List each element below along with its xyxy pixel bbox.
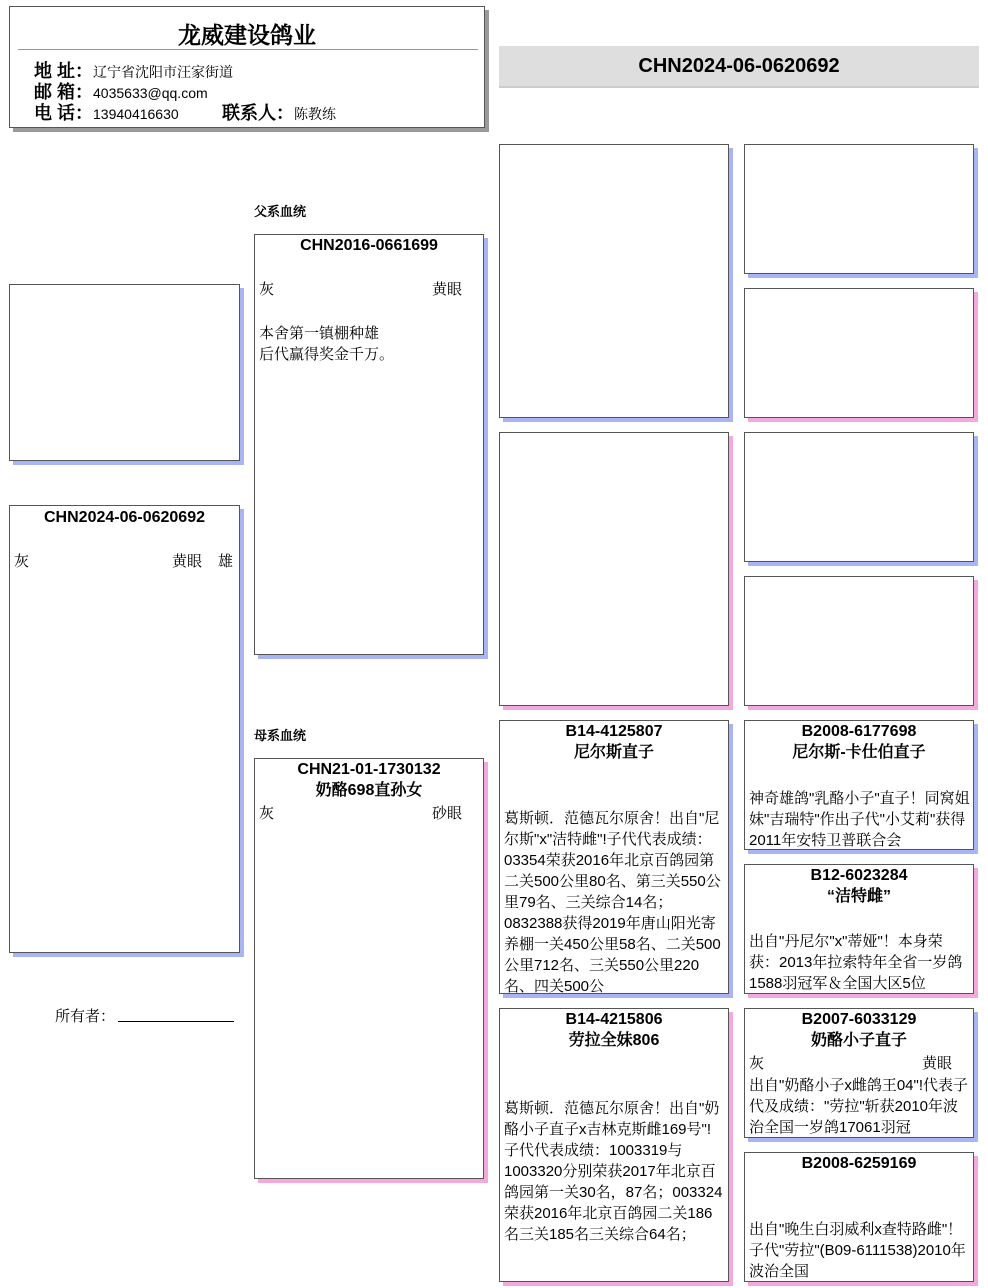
ggp-card-5 (744, 720, 974, 850)
subject-ring-number: CHN2024-06-0620692 (44, 509, 205, 526)
phone-row (34, 103, 179, 125)
dam-dam-description: 葛斯顿．范德瓦尔原舍！出自"奶酪小子直子x吉林克斯雌169号"! 子代代表成绩：1003319与1003320分别荣获2017年北京百鸽园第一关30名，87名；003324荣获2016年北京百鸽园二关186名三关185名三关综合64名； (504, 1100, 723, 1243)
address-row (34, 61, 233, 83)
dam-dam-name: 劳拉全妹806 (568, 1032, 660, 1049)
subject-card (9, 505, 240, 953)
ggp6-description: 出自"丹尼尔"x"蒂娅"！本身荣获：2013年拉索特年全省一岁鸽1588羽冠军＆全国大区5位 (749, 933, 963, 992)
owner-label: 所有者： (55, 1008, 116, 1025)
pedigree-banner (499, 46, 979, 88)
ggp-card-8 (744, 1152, 974, 1282)
breeder-title: 龙威建设鸽业 (178, 22, 316, 48)
contact-row (222, 103, 336, 125)
phone-value: 13940416630 (93, 106, 179, 122)
pigeon-photo-frame (9, 284, 240, 461)
email-label: 邮 箱： (34, 82, 94, 102)
ggp7-description: 出自"奶酪小子x雌鸽王04"!代表子代及成绩："劳拉"斩获2010年波治全国一岁鸽17061羽冠 (749, 1077, 969, 1136)
ggp-card-2 (744, 288, 974, 418)
contact-label: 联系人： (222, 103, 294, 123)
ggp7-color: 灰 (749, 1055, 765, 1072)
owner-line[interactable] (118, 1021, 234, 1022)
dam-card (254, 758, 484, 1179)
contact-value: 陈教练 (294, 106, 336, 122)
sire-sire-card (499, 144, 729, 418)
ggp6-name: “洁特雌” (826, 888, 891, 905)
subject-eye: 黄眼 (172, 553, 203, 570)
ggp-card-6 (744, 864, 974, 994)
dam-dam-card (499, 1008, 729, 1282)
subject-color: 灰 (14, 553, 30, 570)
dam-dam-ring-number: B14-4215806 (565, 1011, 663, 1028)
address-label: 地 址： (34, 61, 94, 81)
ggp-card-1 (744, 144, 974, 274)
dam-sire-card (499, 720, 729, 994)
ggp6-ring-number: B12-6023284 (810, 867, 908, 884)
breeder-header-card (9, 6, 485, 128)
sire-ring-number: CHN2016-0661699 (300, 237, 438, 254)
ggp-card-4 (744, 576, 974, 706)
sire-eye: 黄眼 (432, 281, 463, 298)
ggp-card-3 (744, 432, 974, 562)
subject-sex: 雄 (218, 553, 234, 570)
ggp7-eye: 黄眼 (922, 1055, 953, 1072)
ggp5-description: 神奇雄鸽"乳酪小子"直子！同窝姐妹"吉瑞特"作出子代"小艾莉"获得2011年安特卫普联合会 (749, 790, 970, 849)
address-value: 辽宁省沈阳市汪家街道 (93, 64, 234, 80)
dam-sire-description: 葛斯顿．范德瓦尔原舍！出自"尼尔斯"x"洁特雌"!子代代表成绩：03354荣获2016年北京百鸽园第二关500公里80名、第三关550公里79名、三关综合14名；0832388获得2019年唐山阳光寄养棚一关450公里58名、二关500公里712名、三关550公里220名、四关500公 (504, 810, 721, 994)
banner-ring-number: CHN2024-06-0620692 (638, 55, 840, 77)
dam-sire-name: 尼尔斯直子 (573, 744, 654, 761)
ggp-card-7 (744, 1008, 974, 1138)
sire-section-label: 父系血统 (254, 204, 307, 219)
dam-sire-ring-number: B14-4125807 (565, 723, 663, 740)
ggp5-name: 尼尔斯-卡仕伯直子 (792, 744, 926, 761)
dam-section-label: 母系血统 (254, 728, 307, 743)
header-divider (18, 49, 478, 50)
email-row (34, 82, 208, 104)
email-value: 4035633@qq.com (93, 85, 208, 101)
sire-color: 灰 (259, 281, 275, 298)
phone-label: 电 话： (34, 103, 94, 123)
sire-card (254, 234, 484, 655)
sire-dam-card (499, 432, 729, 706)
ggp7-name: 奶酪小子直子 (810, 1032, 907, 1049)
dam-color: 灰 (259, 805, 275, 822)
ggp5-ring-number: B2008-6177698 (801, 723, 917, 740)
sire-description: 本舍第一镇棚种雄 后代赢得奖金千万。 (259, 325, 395, 363)
ggp8-ring-number: B2008-6259169 (801, 1155, 917, 1172)
ggp7-ring-number: B2007-6033129 (801, 1011, 917, 1028)
dam-eye: 砂眼 (432, 805, 463, 822)
dam-ring-number: CHN21-01-1730132 (297, 761, 441, 778)
dam-name: 奶酪698直孙女 (315, 782, 423, 799)
ggp8-description: 出自"晚生白羽威利x查特路雌"！子代"劳拉"(B09-6111538)2010年波治全国 (749, 1221, 966, 1280)
